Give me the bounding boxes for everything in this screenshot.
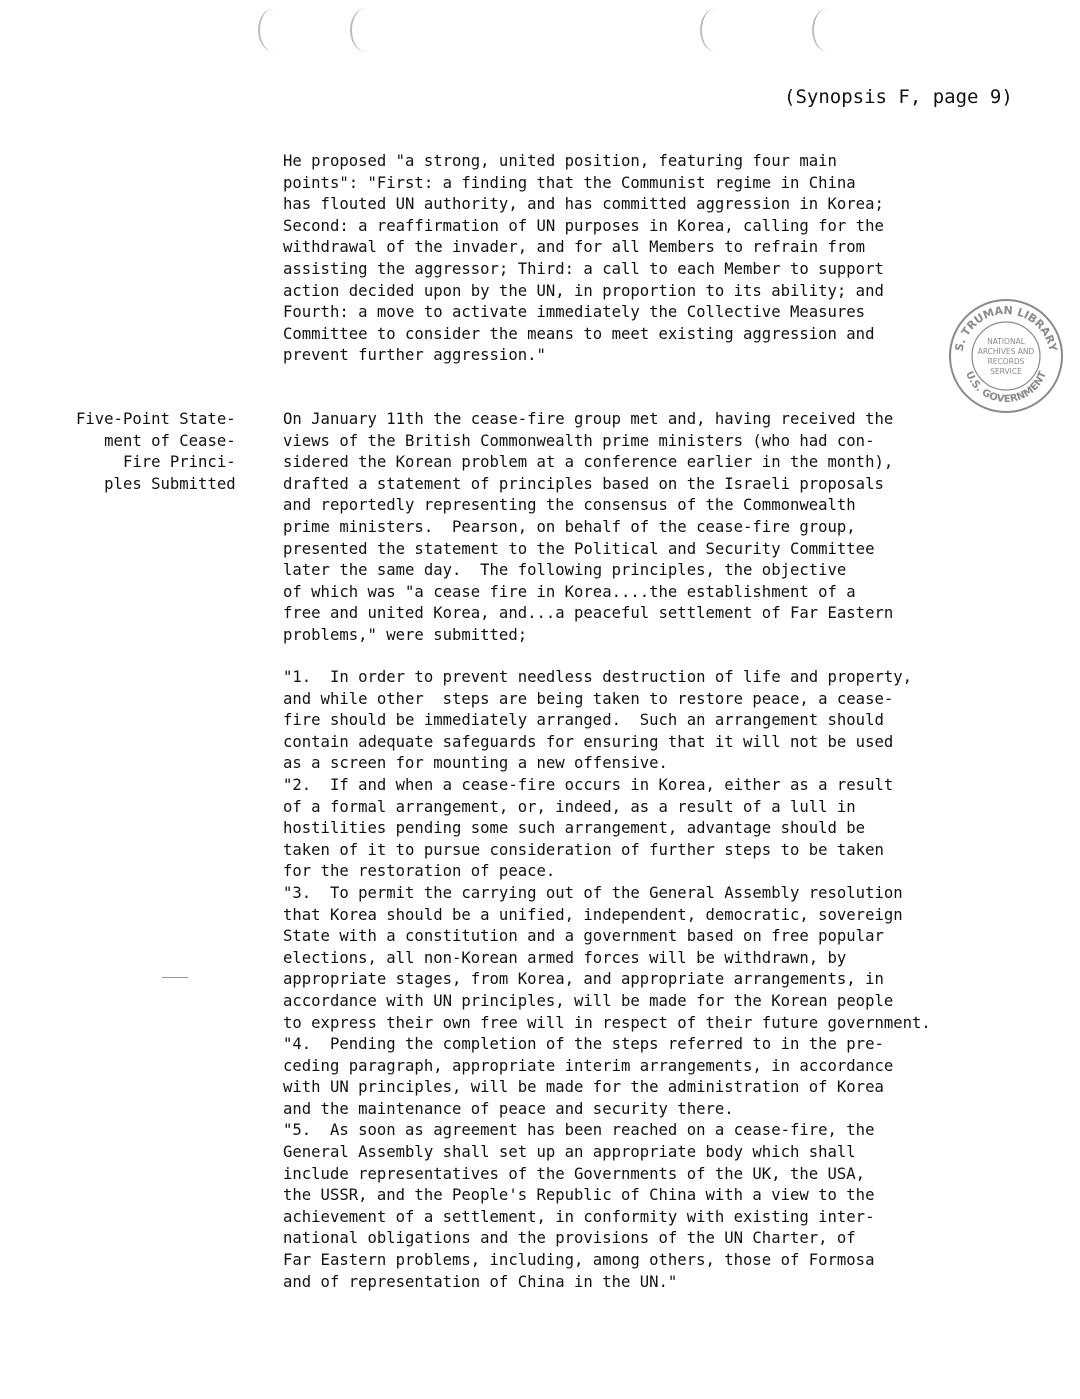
stamp-center-line: RECORDS xyxy=(987,357,1025,366)
punch-hole-mark xyxy=(812,8,844,52)
page-label: (Synopsis F, page 9) xyxy=(784,86,1013,108)
side-heading: Five-Point State- ment of Cease- Fire Princi- ples Submitted xyxy=(76,410,236,493)
archive-stamp xyxy=(946,296,1066,416)
intro-paragraph: He proposed "a strong, united position, featuring four main points": "First: a finding that the Communist regime in China has flouted UN authority, and has committed aggression in Korea; Second: a reaffirmation of UN purposes in Korea, calling for the withdrawal of the invader, and for all Members to refrain from assisting the aggressor; Third: a call to each Member to support action decided upon by the UN, in proportion to its ability; and Fourth: a move to activate immediately the Collective Measures Committee to consider the means to meet existing aggression and prevent further aggression." xyxy=(283,152,884,365)
stamp-bottom-text: U.S. GOVERNMENT xyxy=(963,369,1049,406)
stamp-center-line: ARCHIVES AND xyxy=(977,347,1035,356)
stamp-top-text: S. TRUMAN LIBRARY xyxy=(952,303,1060,353)
cease-fire-paragraph: On January 11th the cease-fire group met and, having received the views of the British Commonwealth prime ministers (who had con- sidered the Korean problem at a conference earlier in the month), drafted a statement of principles based on the Israeli proposals and reportedly representing the consensus of the Commonwealth prime ministers. Pearson, on behalf of the cease-fire group, presented the statement to the Political and Security Committee later the same day. The following principles, the objective of which was "a cease fire in Korea....the establishment of a free and united Korea, and...a peaceful settlement of Far Eastern problems," were submitted; xyxy=(283,410,894,644)
punch-hole-mark xyxy=(258,8,290,52)
punch-hole-mark xyxy=(700,8,732,52)
stray-mark xyxy=(162,977,188,978)
stamp-center-line: NATIONAL xyxy=(987,337,1025,346)
principles-list: "1. In order to prevent needless destruction of life and property, and while other steps are being taken to restore peace, a cease- fire should be immediately arranged. Such an arrangement should contain adequate safeguards for ensuring that it will not be used as a screen for mounting a new offensive. "2. If and when a cease-fire occurs in Korea, either as a result of a formal arrangement, or, indeed, as a result of a lull in hostilities pending some such arrangement, advantage should be taken of it to pursue consideration of further steps to be taken for the restoration of peace. "3. To permit the carrying out of the General Assembly resolution that Korea should be a unified, independent, democratic, sovereign State with a constitution and a government based on free popular elections, all non-Korean armed forces will be withdrawn, by appropriate stages, from Korea, and appropriate arrangements, in accordance with UN principles, will be made for the Korean people to express their own free will in respect of their future government. "4. Pending the completion of the steps referred to in the pre- ceding paragraph, appropriate interim arrangements, in accordance with UN principles, will be made for the administration of Korea and the maintenance of peace and security there. "5. As soon as agreement has been reached on a cease-fire, the General Assembly shall set up an appropriate body which shall include representatives of the Governments of the UK, the USA, the USSR, and the People's Republic of China with a view to the achievement of a settlement, in conformity with existing inter- national obligations and the provisions of the UN Charter, of Far Eastern problems, including, among others, those of Formosa and of representation of China in the UN." xyxy=(283,668,931,1291)
stamp-inner-ring xyxy=(972,322,1040,390)
punch-hole-mark xyxy=(350,8,382,52)
stamp-center-line: SERVICE xyxy=(990,367,1022,376)
